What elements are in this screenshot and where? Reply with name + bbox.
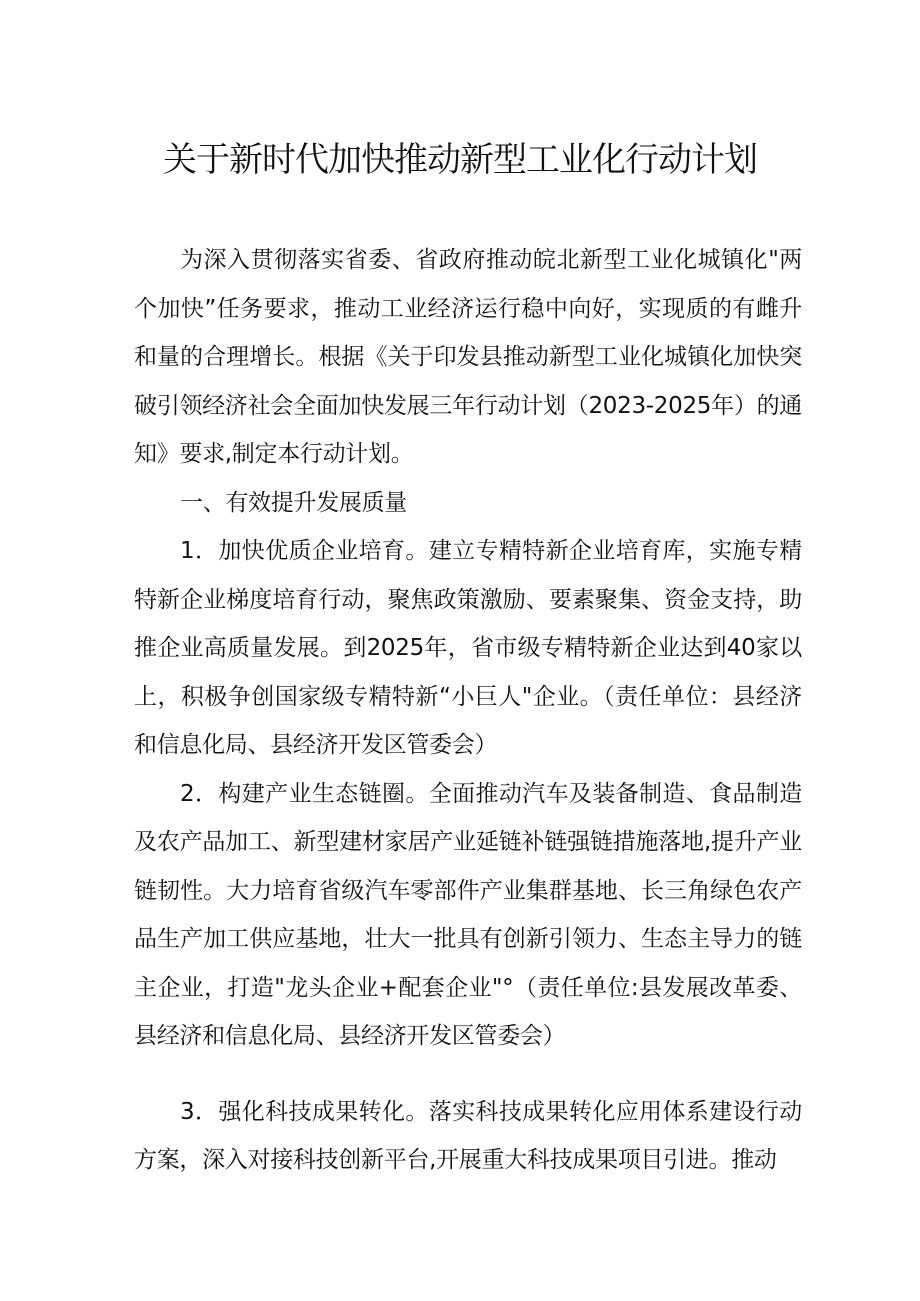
section-heading-1: 一、有效提升发展质量 (180, 489, 408, 516)
paragraph-gap (134, 1061, 802, 1088)
document-title: 关于新时代加快推动新型工业化行动计划 (163, 140, 757, 180)
intro-paragraph: 为深入贯彻落实省委、省政府推动皖北新型工业化城镇化"两个加快”任务要求，推动工业经济运行稳中向好，实现质的有雌升和量的合理增长。根据《关于印发县推动新型工业化城镇化加快突破引领经济社会全面加快发展三年行动计划（2023-2025年）的通知》要求,制定本行动计划。 (134, 247, 802, 467)
item-paragraph-2: 2．构建产业生态链圈。全面推动汽车及装备制造、食品制造及农产品加工、新型建材家居产业延链补链强链措施落地,提升产业链韧性。大力培育省级汽车零部件产业集群基地、长三角绿色农产品生产加工供应基地，壮大一批具有创新引领力、生态主导力的链主企业，打造"龙头企业+配套企业"°（责任单位:县发展改革委、县经济和信息化局、县经济开发区管委会） (134, 780, 802, 1049)
document-body (134, 236, 802, 1185)
item-paragraph-1: 1．加快优质企业培育。建立专精特新企业培育库，实施专精特新企业梯度培育行动，聚焦政策激励、要素聚集、资金支持，助推企业高质量发展。到2025年，省市级专精特新企业达到40家以上，积极争创国家级专精特新“小巨人"企业。（责任单位：县经济和信息化局、县经济开发区管委会） (134, 538, 802, 758)
item-paragraph-3: 3．强化科技成果转化。落实科技成果转化应用体系建设行动方案，深入对接科技创新平台,开展重大科技成果项目引进。推动 (134, 1098, 802, 1173)
